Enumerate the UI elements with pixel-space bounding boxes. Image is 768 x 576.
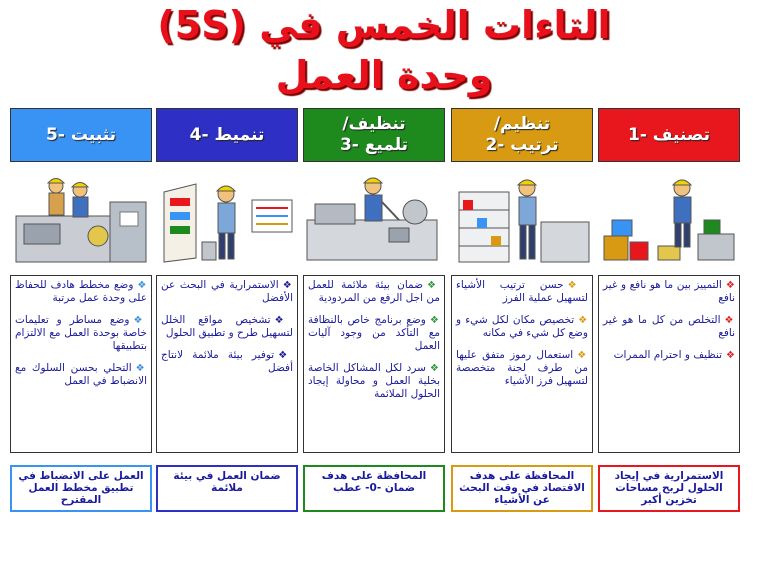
bullet-item: ❖التخلص من كل ما هو غير نافع [603, 314, 736, 339]
diamond-bullet-icon: ❖ [137, 280, 147, 291]
header-label: تنميط -4 [189, 124, 265, 145]
illustration-worker-sorting-items [598, 172, 740, 268]
header-stabilize [10, 108, 152, 162]
description-box-standardize [156, 275, 298, 453]
diamond-bullet-icon: ❖ [429, 315, 440, 326]
bullet-item: ❖تشخيص مواقع الخلل لتسهيل طرح و تطبيق الحلول [161, 314, 293, 339]
header-label: تصنيف -1 [627, 124, 711, 145]
illustration-worker-boards [156, 172, 298, 268]
illustration-worker-cleaning-machine [303, 172, 445, 268]
bullet-item: ❖تخصيص مكان لكل شيء و وضع كل شيء في مكانه [456, 314, 588, 339]
page-title [0, 0, 768, 108]
diamond-bullet-icon: ❖ [725, 280, 735, 291]
bullet-item: ❖حسن ترتيب الأشياء لتسهيل عملية الفرز [456, 279, 589, 304]
bullet-item: ❖التمييز بين ما هو نافع و غير نافع [603, 279, 735, 304]
diamond-bullet-icon: ❖ [724, 315, 736, 326]
goal-box-clean: المحافظة على هدف ضمان -0- عطب [303, 465, 445, 512]
description-box-sort [598, 275, 740, 453]
bullet-item: ❖ضمان بيئة ملائمة للعمل من اجل الرفع من المردودية [308, 279, 440, 304]
bullet-item: ❖استعمال رموز متفق عليها من طرف لجنة متخصصة لتسهيل فرز الأشياء [456, 349, 588, 387]
goal-box-sort: الاستمرارية في إيجاد الحلول لربح مساحات تخزين أكبر [598, 465, 740, 512]
illustration-workers-machine [10, 172, 152, 268]
bullet-item: ❖وضع برنامج خاص بالنظافة مع التأكد من وجود آليات العمل [308, 314, 440, 352]
bullet-item: ❖سرد لكل المشاكل الخاصة بخلية العمل و محاولة إيجاد الحلول الملائمة [308, 362, 440, 400]
header-label-line-1: تنظيف/ [342, 114, 406, 134]
header-label-line-1: تنظيم/ [493, 114, 551, 134]
bullet-item: ❖الاستمرارية في البحث عن الأفضل [161, 279, 293, 304]
header-clean [303, 108, 445, 162]
illustration-worker-shelves [451, 172, 593, 268]
diamond-bullet-icon: ❖ [274, 315, 293, 326]
diamond-bullet-icon: ❖ [133, 315, 147, 326]
diamond-bullet-icon: ❖ [278, 350, 293, 361]
bullet-item: ❖وضع مخطط هادف للحفاظ على وحدة عمل مرتبة [15, 279, 147, 304]
goal-box-stabilize: العمل على الانضباط في تطبيق مخطط العمل المقترح [10, 465, 152, 512]
description-box-stabilize [10, 275, 152, 453]
description-box-organize [451, 275, 593, 453]
header-standardize [156, 108, 298, 162]
diamond-bullet-icon: ❖ [577, 350, 588, 361]
diamond-bullet-icon: ❖ [578, 315, 588, 326]
bullet-item: ❖توفير بيئة ملائمة لانتاج أفضل [161, 349, 293, 374]
diamond-bullet-icon: ❖ [427, 280, 440, 291]
diamond-bullet-icon: ❖ [282, 280, 293, 291]
header-label: تثبيت -5 [46, 124, 117, 145]
description-box-clean [303, 275, 445, 453]
bullet-item: ❖التحلي بحسن السلوك مع الانضباط في العمل [15, 362, 147, 387]
diamond-bullet-icon: ❖ [135, 363, 147, 374]
title-line-2: وحدة العمل [275, 53, 493, 97]
diamond-bullet-icon: ❖ [429, 363, 440, 374]
header-organize [451, 108, 593, 162]
diamond-bullet-icon: ❖ [726, 350, 735, 361]
goal-box-standardize: ضمان العمل في بيئة ملائمة [156, 465, 298, 512]
goal-box-organize: المحافظة على هدف الاقتصاد في وقت البحث عن الأشياء [451, 465, 593, 512]
bullet-item: ❖تنظيف و احترام الممرات [613, 349, 735, 361]
header-sort [598, 108, 740, 162]
header-label-line-2: ترتيب -2 [485, 135, 559, 155]
header-label-line-2: تلميع -3 [339, 135, 409, 155]
diamond-bullet-icon: ❖ [567, 280, 589, 291]
title-line-1: التاءات الخمس في (5S) [157, 3, 611, 47]
bullet-item: ❖وضع مساطر و تعليمات خاصة بوحدة العمل مع الالتزام بتطبيقها [15, 314, 147, 352]
